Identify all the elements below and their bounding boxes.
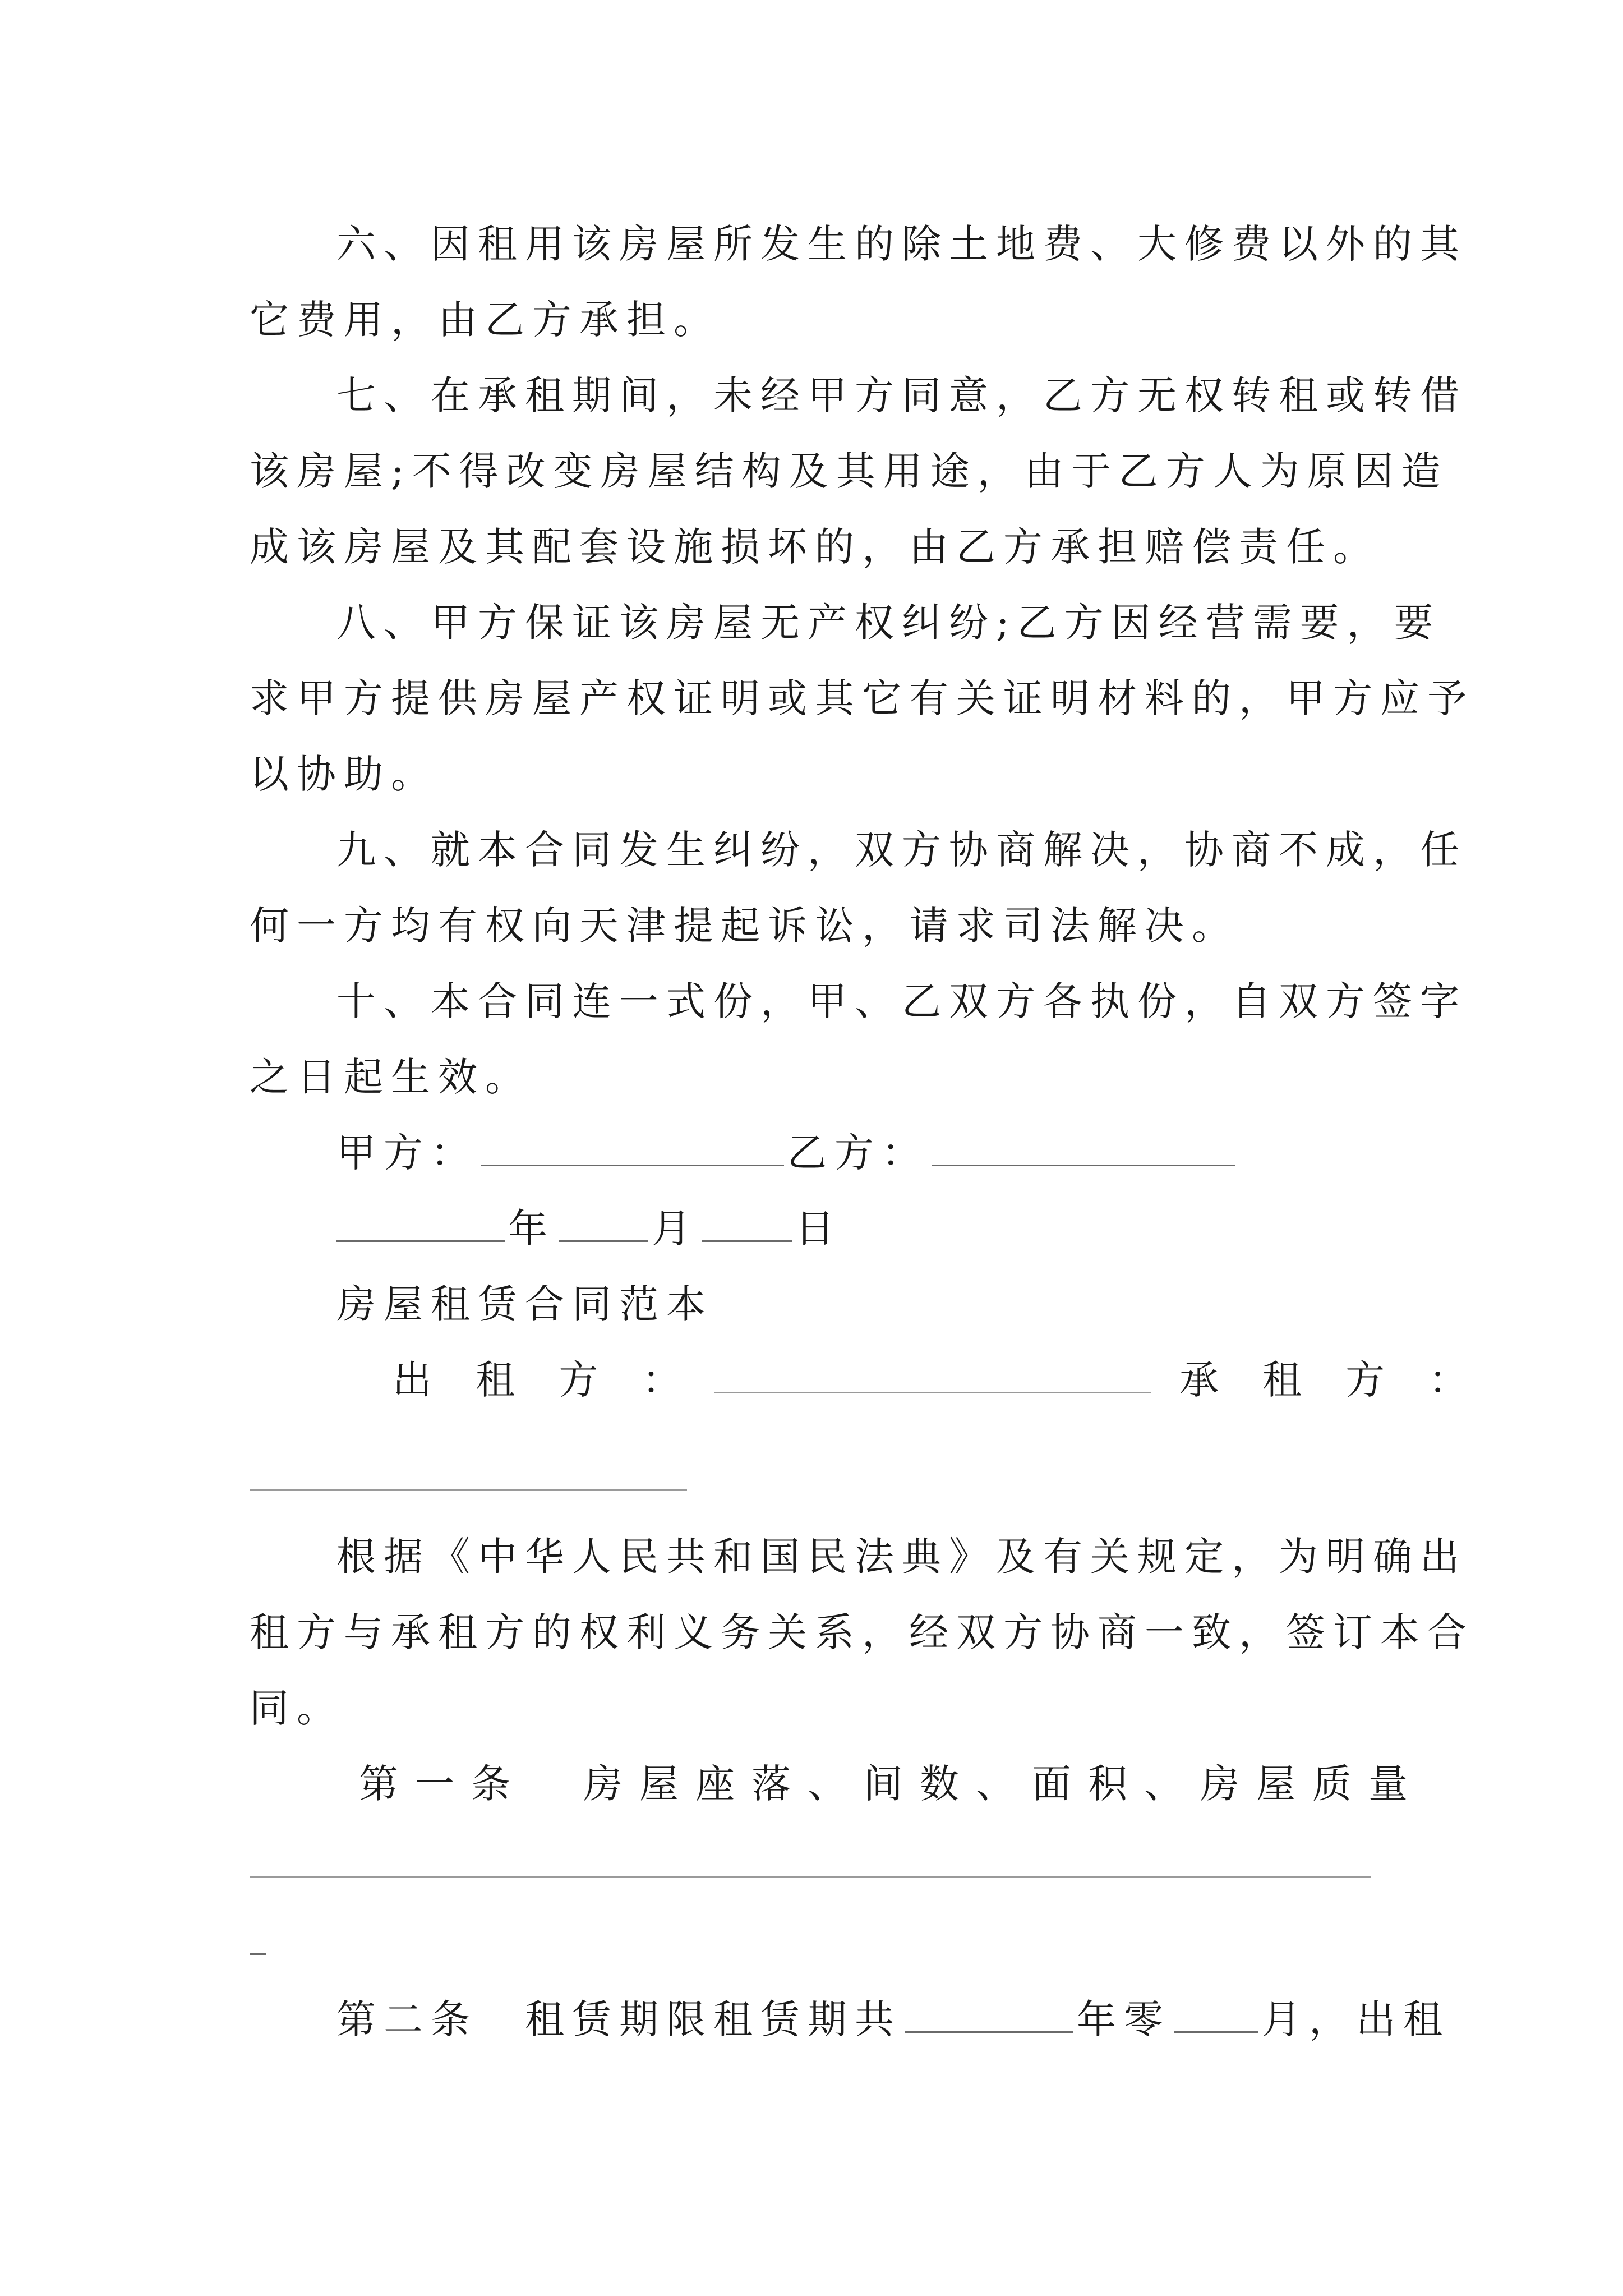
- clause-seven-line-2: 该房屋;不得改变房屋结构及其用途，由于乙方人为原因造: [250, 448, 1449, 494]
- year-label: 年: [508, 1205, 555, 1251]
- signature-line: [336, 1125, 1388, 1181]
- clause-nine-line-1: 九、就本合同发生纠纷，双方协商解决，协商不成，任: [336, 827, 1467, 873]
- preamble-line-3: 同。: [250, 1685, 344, 1731]
- lease-years-blank[interactable]: [905, 1992, 1073, 2033]
- party-a-blank[interactable]: [481, 1125, 784, 1166]
- day-blank[interactable]: [702, 1201, 792, 1242]
- preamble-line-2: 租方与承租方的权利义务关系，经双方协商一致，签订本合: [250, 1609, 1474, 1655]
- lessee-blank[interactable]: [250, 1489, 687, 1491]
- contract-title: 房屋租赁合同范本: [336, 1281, 713, 1327]
- lessor-blank[interactable]: [714, 1352, 1151, 1393]
- clause-eight-line-1: 八、甲方保证该房屋无产权纠纷;乙方因经营需要，要: [336, 600, 1441, 646]
- lease-months-blank[interactable]: [1174, 1992, 1258, 2033]
- article-one-heading: 第一条 房屋座落、间数、面积、房屋质量: [359, 1761, 1424, 1807]
- clause-eight-line-3: 以协助。: [250, 751, 438, 797]
- clause-eight-line-2: 求甲方提供房屋产权证明或其它有关证明材料的，甲方应予: [250, 675, 1474, 721]
- month-label: 月: [652, 1205, 699, 1251]
- parties-line: [393, 1352, 1484, 1408]
- article-two-line: [336, 1991, 1450, 2047]
- party-b-label: 乙方：: [787, 1130, 929, 1176]
- clause-seven-line-1: 七、在承租期间，未经甲方同意，乙方无权转租或转借: [336, 372, 1467, 418]
- clause-seven-line-3: 成该房屋及其配套设施损坏的，由乙方承担赔偿责任。: [250, 524, 1380, 570]
- article-two-year-zero: 年零: [1077, 1996, 1171, 2042]
- year-blank[interactable]: [336, 1201, 505, 1242]
- day-label: 日: [795, 1205, 842, 1251]
- clause-six-line-2: 它费用，由乙方承担。: [250, 297, 721, 343]
- party-a-label: 甲方：: [336, 1130, 478, 1176]
- article-one-blank-tail: [250, 1953, 266, 1955]
- party-b-blank[interactable]: [932, 1125, 1235, 1166]
- lessee-label: 承 租 方 ：: [1179, 1357, 1484, 1403]
- clause-ten-line-1: 十、本合同连一式份，甲、乙双方各执份，自双方签字: [336, 978, 1467, 1024]
- article-two-prefix: 第二条 租赁期限租赁期共: [336, 1996, 902, 2042]
- month-blank[interactable]: [559, 1201, 648, 1242]
- article-one-blank[interactable]: [250, 1876, 1371, 1878]
- clause-six-line-1: 六、因租用该房屋所发生的除土地费、大修费以外的其: [336, 221, 1467, 267]
- clause-ten-line-2: 之日起生效。: [250, 1054, 532, 1100]
- article-two-month-tail: 月，出租: [1262, 1996, 1450, 2042]
- date-line: [336, 1200, 1388, 1257]
- preamble-line-1: 根据《中华人民共和国民法典》及有关规定，为明确出: [336, 1534, 1467, 1580]
- lessor-label: 出 租 方 ：: [393, 1357, 697, 1403]
- clause-nine-line-2: 何一方均有权向天津提起诉讼，请求司法解决。: [250, 903, 1239, 949]
